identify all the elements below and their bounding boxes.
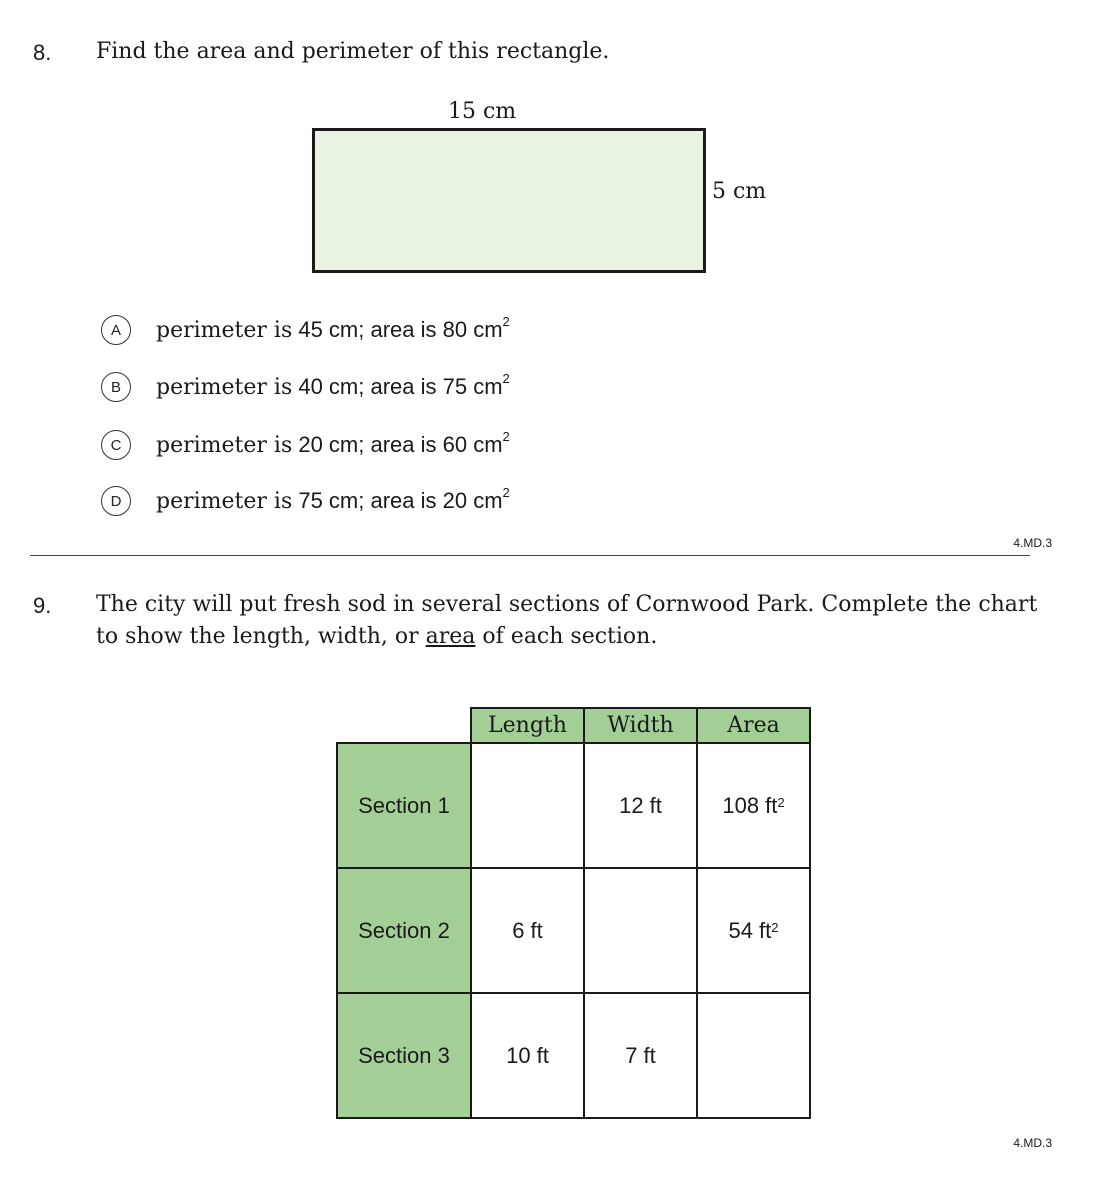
choice-a-text: perimeter is 45 cm; area is 80 $cm^2$ bbox=[156, 313, 510, 343]
choice-a[interactable] bbox=[101, 313, 510, 347]
choice-a-bubble[interactable]: A bbox=[101, 315, 131, 345]
row-label-section-1: Section 1 bbox=[336, 742, 472, 869]
choice-d[interactable] bbox=[101, 484, 510, 518]
cell-section-3-width: 7 ft bbox=[583, 992, 698, 1119]
rectangle-figure bbox=[312, 128, 706, 273]
row-label-section-2: Section 2 bbox=[336, 867, 472, 994]
choice-c-text: perimeter is 20 cm; area is 60 $cm^2$ bbox=[156, 428, 510, 458]
header-area: Area bbox=[696, 707, 811, 744]
choice-d-text: perimeter is 75 cm; area is 20 $cm^2$ bbox=[156, 484, 510, 514]
header-width: Width bbox=[583, 707, 698, 744]
cell-section-2-width[interactable] bbox=[583, 867, 698, 994]
rectangle-width-label: 5 cm bbox=[712, 179, 767, 204]
question-8-standard: 4.MD.3 bbox=[1013, 536, 1052, 550]
cell-section-2-area: 54 ft $^2$ bbox=[696, 867, 811, 994]
choice-b-text: perimeter is 40 cm; area is 75 $cm^2$ bbox=[156, 370, 510, 400]
choice-b[interactable] bbox=[101, 370, 510, 404]
cell-section-3-length: 10 ft bbox=[470, 992, 585, 1119]
question-9-standard: 4.MD.3 bbox=[1013, 1136, 1052, 1150]
question-9-prompt: The city will put fresh sod in several sections of Cornwood Park. Complete the chart to show the length, width, or area of each section. bbox=[96, 592, 1038, 649]
choice-d-bubble[interactable]: D bbox=[101, 486, 131, 516]
choice-c-bubble[interactable]: C bbox=[101, 430, 131, 460]
cell-section-1-area: 108 ft $^2$ bbox=[696, 742, 811, 869]
cell-section-2-length: 6 ft bbox=[470, 867, 585, 994]
choice-b-bubble[interactable]: B bbox=[101, 372, 131, 402]
rectangle-length-label: 15 cm bbox=[448, 99, 517, 124]
cell-section-1-length[interactable] bbox=[470, 742, 585, 869]
question-9-number: 9. bbox=[33, 593, 52, 618]
row-label-section-3: Section 3 bbox=[336, 992, 472, 1119]
cell-section-1-width: 12 ft bbox=[583, 742, 698, 869]
question-8-prompt: Find the area and perimeter of this rectangle. bbox=[96, 39, 610, 64]
choice-c[interactable] bbox=[101, 428, 510, 462]
question-divider bbox=[30, 555, 1030, 556]
cell-section-3-area[interactable] bbox=[696, 992, 811, 1119]
header-length: Length bbox=[470, 707, 585, 744]
question-8-number: 8. bbox=[33, 40, 52, 65]
